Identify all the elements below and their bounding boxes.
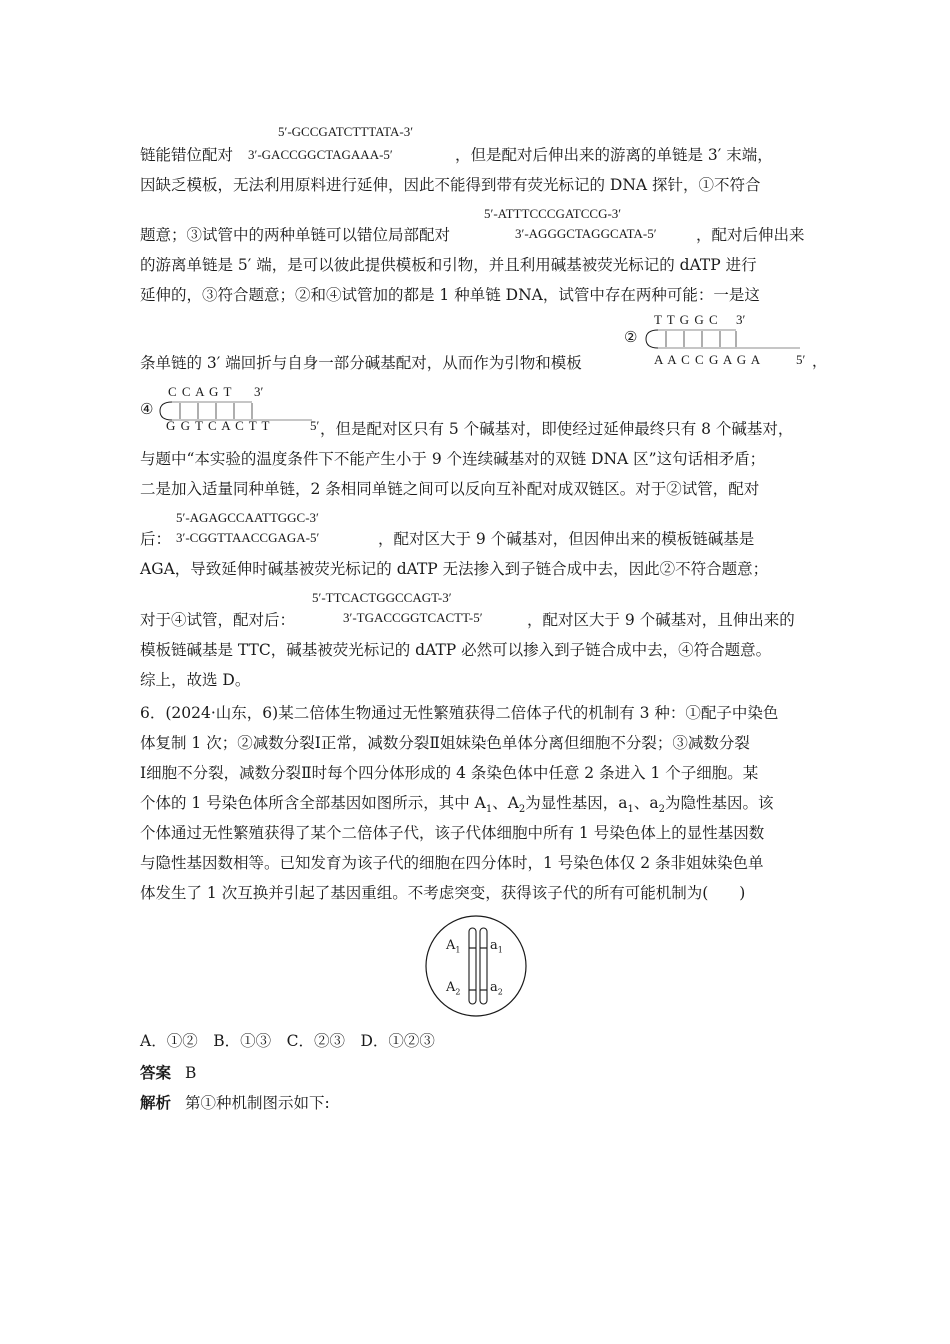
text-line: ，配对区大于 9 个碱基对，但因伸出来的模板链碱基是 bbox=[378, 530, 755, 548]
question-line: 体发生了 1 次互换并引起了基因重组。不考虑突变，获得该子代的所有可能机制为( ) bbox=[140, 884, 746, 902]
seq-top-10: 5′-AGAGCCAATTGGC-3′ bbox=[176, 510, 319, 525]
text-line: 的游离单链是 5′ 端，是可以彼此提供模板和引物，并且利用碱基被荧光标记的 dATP 进行 bbox=[140, 256, 757, 274]
hairpin-bottom-end: 5′ bbox=[310, 418, 320, 433]
text-line: ，配对后伸出来 bbox=[696, 226, 805, 244]
text-span: 、A bbox=[492, 794, 519, 812]
subscript: 2 bbox=[518, 804, 526, 816]
question-line: 体复制 1 次；②减数分裂Ⅰ正常，减数分裂Ⅱ姐妹染色单体分离但细胞不分裂；③减数分裂 bbox=[140, 734, 750, 752]
hairpin-top-strand: T T G G C bbox=[654, 312, 719, 327]
seq-top-12: 5′-TTCACTGGCCAGT-3′ bbox=[312, 590, 452, 605]
hairpin-figure-2 bbox=[624, 312, 828, 370]
hairpin-bottom-strand: G G T C A C T T bbox=[166, 418, 271, 433]
hairpin-top-end: 3′ bbox=[254, 384, 264, 399]
text-line: 对于④试管，配对后： bbox=[140, 611, 296, 629]
question-line bbox=[140, 792, 774, 821]
gene-label-A2: $A_2$ bbox=[446, 980, 461, 997]
hairpin-top-end: 3′ bbox=[736, 312, 746, 327]
comma: ， bbox=[812, 352, 828, 370]
text-span: 个体的 1 号染色体所含全部基因如图所示，其中 A bbox=[140, 794, 486, 812]
text-line: 条单链的 3′ 端回折与自身一部分碱基配对，从而作为引物和模板 bbox=[140, 354, 582, 372]
text-line: 因缺乏模板，无法利用原料进行延伸，因此不能得到带有荧光标记的 DNA 探针，①不符合 bbox=[140, 176, 761, 194]
text-line: 后： bbox=[140, 530, 172, 548]
gene-label-A1: $A_1$ bbox=[446, 938, 461, 955]
text-span: 、a bbox=[633, 794, 659, 812]
seq-bottom-10: 3′-CGGTTAACCGAGA-5′ bbox=[176, 530, 320, 545]
analysis-label: 解析 bbox=[140, 1093, 172, 1112]
question-line: 6．(2024·山东，6)某二倍体生物通过无性繁殖获得二倍体子代的机制有 3 种：①配子中染色 bbox=[140, 704, 779, 722]
answer-line bbox=[140, 1062, 196, 1084]
question-line: 个体通过无性繁殖获得了某个二倍体子代，该子代体细胞中所有 1 号染色体上的显性基因数 bbox=[140, 824, 765, 842]
figure-number: ② bbox=[624, 328, 638, 346]
answer-value: B bbox=[185, 1064, 197, 1082]
gene-label-a1: $a_1$ bbox=[490, 938, 503, 955]
cell-outline bbox=[424, 914, 528, 1018]
seq-top-3: 5′-ATTTCCCGATCCG-3′ bbox=[484, 206, 622, 221]
seq-bottom-3: 3′-AGGGCTAGGCATA-5′ bbox=[515, 226, 657, 241]
question-line: Ⅰ细胞不分裂，减数分裂Ⅱ时每个四分体形成的 4 条染色体中任意 2 条进入 1 个子细胞。某 bbox=[140, 764, 759, 782]
text-line: ，但是配对区只有 5 个碱基对，即使经过延伸最终只有 8 个碱基对， bbox=[320, 420, 794, 438]
text-line: 综上，故选 D。 bbox=[140, 671, 251, 689]
answer-label: 答案 bbox=[140, 1063, 172, 1082]
text-span: 为隐性基因。该 bbox=[665, 794, 774, 812]
answer-options: A．①② B．①③ C．②③ D．①②③ bbox=[140, 1032, 435, 1050]
subscript: 1 bbox=[485, 804, 493, 816]
seq-bottom-12: 3′-TGACCGGTCACTT-5′ bbox=[343, 610, 483, 625]
text-line: 链能错位配对 bbox=[140, 146, 234, 164]
hairpin-bottom-end: 5′ bbox=[796, 352, 806, 367]
text-line: ，配对区大于 9 个碱基对，且伸出来的 bbox=[527, 611, 795, 629]
figure-number: ④ bbox=[140, 400, 154, 418]
analysis-text: 第①种机制图示如下: bbox=[185, 1094, 330, 1112]
subscript: 2 bbox=[658, 804, 666, 816]
question-line: 与隐性基因数相等。已知发育为该子代的细胞在四分体时，1 号染色体仅 2 条非姐妹染色单 bbox=[140, 854, 764, 872]
text-line: ，但是配对后伸出来的游离的单链是 3′ 末端， bbox=[455, 146, 773, 164]
gene-label-a2: $a_2$ bbox=[490, 980, 503, 997]
hairpin-figure-4 bbox=[140, 384, 330, 440]
text-line: 二是加入适量同种单链，2 条相同单链之间可以反向互补配对成双链区。对于②试管，配对 bbox=[140, 480, 760, 498]
seq-bottom-1: 3′-GACCGGCTAGAAA-5′ bbox=[248, 147, 393, 162]
analysis-line bbox=[140, 1092, 330, 1114]
text-line: AGA，导致延伸时碱基被荧光标记的 dATP 无法掺入到子链合成中去，因此②不符合题意； bbox=[140, 560, 769, 578]
text-line: 模板链碱基是 TTC，碱基被荧光标记的 dATP 必然可以掺入到子链合成中去，④符合题意。 bbox=[140, 641, 772, 659]
text-line: 延伸的，③符合题意；②和④试管加的都是 1 种单链 DNA，试管中存在两种可能：一是这 bbox=[140, 286, 760, 304]
hairpin-bottom-strand: A A C C G A G A bbox=[654, 352, 762, 367]
chromosome-cell-figure bbox=[424, 914, 528, 1018]
hairpin-top-strand: C C A G T bbox=[168, 384, 233, 399]
subscript: 1 bbox=[627, 804, 634, 816]
text-line: 与题中“本实验的温度条件下不能产生小于 9 个连续碱基对的双链 DNA 区”这句话相矛盾； bbox=[140, 450, 766, 468]
text-line: 题意；③试管中的两种单链可以错位局部配对 bbox=[140, 226, 451, 244]
seq-top-1: 5′-GCCGATCTTTATA-3′ bbox=[278, 124, 414, 139]
text-span: 为显性基因，a bbox=[525, 794, 628, 812]
